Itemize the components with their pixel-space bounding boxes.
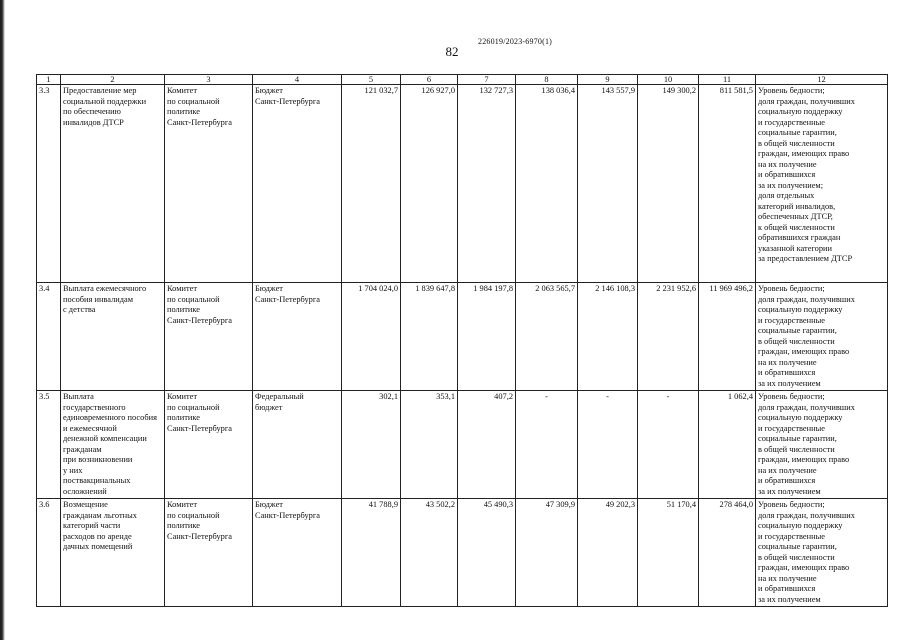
value-col9: 2 146 108,3 (578, 283, 638, 391)
value-col5: 1 704 024,0 (342, 283, 401, 391)
total-value: 1 062,4 (699, 391, 756, 499)
value-col10: 2 231 952,6 (638, 283, 699, 391)
measure-name: Выплата государственного единовременного пособия и ежемесячной денежной компенсации гражданам при возникновении у них поствакцинальных осложнений (61, 391, 165, 499)
value-col5: 41 788,9 (342, 499, 401, 607)
row-number: 3.6 (37, 499, 61, 607)
value-col6: 43 502,2 (401, 499, 458, 607)
value-col7: 1 984 197,8 (458, 283, 516, 391)
value-col8: 2 063 565,7 (516, 283, 578, 391)
value-col7: 45 490,3 (458, 499, 516, 607)
column-header: 8 (516, 75, 578, 85)
value-col5: 302,1 (342, 391, 401, 499)
funding-source: Федеральный бюджет (253, 391, 342, 499)
value-col9: 49 202,3 (578, 499, 638, 607)
table-row (37, 391, 888, 499)
measure-name: Предоставление мер социальной поддержки по обеспечению инвалидов ДТСР (61, 85, 165, 283)
value-col6: 1 839 647,8 (401, 283, 458, 391)
row-number: 3.3 (37, 85, 61, 283)
table-row (37, 85, 888, 283)
document-id: 226019/2023-6970(1) (478, 37, 553, 46)
funding-source: Бюджет Санкт-Петербурга (253, 499, 342, 607)
value-col10: - (638, 391, 699, 499)
value-col9: 143 557,9 (578, 85, 638, 283)
table-row (37, 283, 888, 391)
value-col6: 126 927,0 (401, 85, 458, 283)
header-row (37, 75, 888, 85)
program-table (36, 74, 888, 607)
indicator-text: Уровень бедности; доля граждан, получивших социальную поддержку и государственные социальные гарантии, в общей численности граждан, имеющих право на их получение и обратившихся за их получением (756, 499, 888, 607)
column-header: 7 (458, 75, 516, 85)
value-col6: 353,1 (401, 391, 458, 499)
executor: Комитет по социальной политике Санкт-Петербурга (165, 283, 253, 391)
value-col5: 121 032,7 (342, 85, 401, 283)
executor: Комитет по социальной политике Санкт-Петербурга (165, 85, 253, 283)
value-col7: 407,2 (458, 391, 516, 499)
funding-source: Бюджет Санкт-Петербурга (253, 85, 342, 283)
value-col7: 132 727,3 (458, 85, 516, 283)
total-value: 811 581,5 (699, 85, 756, 283)
executor: Комитет по социальной политике Санкт-Петербурга (165, 499, 253, 607)
value-col8: - (516, 391, 578, 499)
column-header: 10 (638, 75, 699, 85)
value-col8: 138 036,4 (516, 85, 578, 283)
column-header: 6 (401, 75, 458, 85)
indicator-text: Уровень бедности; доля граждан, получивших социальную поддержку и государственные социальные гарантии, в общей численности граждан, имеющих право на их получение и обратившихся за их получением (756, 391, 888, 499)
column-header: 9 (578, 75, 638, 85)
column-header: 1 (37, 75, 61, 85)
value-col8: 47 309,9 (516, 499, 578, 607)
value-col9: - (578, 391, 638, 499)
column-header: 12 (756, 75, 888, 85)
value-col10: 149 300,2 (638, 85, 699, 283)
column-header: 11 (699, 75, 756, 85)
row-number: 3.4 (37, 283, 61, 391)
total-value: 278 464,0 (699, 499, 756, 607)
measure-name: Выплата ежемесячного пособия инвалидам с детства (61, 283, 165, 391)
measure-name: Возмещение гражданам льготных категорий части расходов по аренде дачных помещений (61, 499, 165, 607)
indicator-text: Уровень бедности; доля граждан, получивших социальную поддержку и государственные социальные гарантии, в общей численности граждан, имеющих право на их получение и обратившихся за их получением (756, 283, 888, 391)
executor: Комитет по социальной политике Санкт-Петербурга (165, 391, 253, 499)
column-header: 2 (61, 75, 165, 85)
value-col10: 51 170,4 (638, 499, 699, 607)
page-number: 82 (445, 44, 459, 59)
funding-source: Бюджет Санкт-Петербурга (253, 283, 342, 391)
total-value: 11 969 496,2 (699, 283, 756, 391)
scan-edge (0, 0, 5, 640)
column-header: 3 (165, 75, 253, 85)
row-number: 3.5 (37, 391, 61, 499)
indicator-text: Уровень бедности; доля граждан, получивших социальную поддержку и государственные социальные гарантии, в общей численности граждан, имеющих право на их получение и обратившихся за их получением; доля отдельных категорий инвалидов, обеспеченных ДТСР, к общей численности обратившихся граждан указанной категории за предоставлением ДТСР (756, 85, 888, 283)
column-header: 4 (253, 75, 342, 85)
column-header: 5 (342, 75, 401, 85)
table-row (37, 499, 888, 607)
